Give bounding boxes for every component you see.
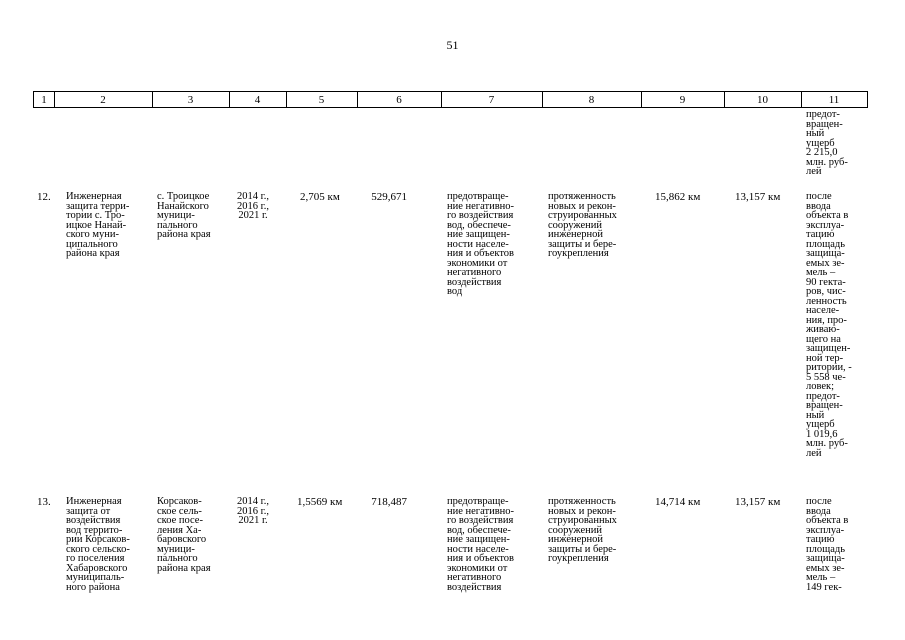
table-header-row xyxy=(33,91,868,108)
indicator-value-10: 13,157 км xyxy=(735,496,781,508)
target-indicator: протяженность новых и рекон- струированных сооружений инженерной защиты и бере- гоукрепления xyxy=(548,496,617,564)
header-cell-3: 3 xyxy=(187,94,194,106)
target-indicator: протяженность новых и рекон- струированных сооружений инженерной защиты и бере- гоукрепления xyxy=(548,191,617,259)
expected-effect: после ввода объекта в эксплуа- тацию площадь защища- емых зе- мель – 149 гек- xyxy=(806,496,849,593)
row-number: 12. xyxy=(37,191,51,203)
carryover-effect-text: предот- вращен- ный ущерб 2 215,0 млн. руб- лей xyxy=(806,109,848,177)
object-name: Инженерная защита от воздействия вод террито- рии Корсаков- ского сельско- го поселения Хабаровского муниципаль- ного района xyxy=(66,496,130,593)
header-cell-1: 1 xyxy=(41,94,47,106)
header-cell-4: 4 xyxy=(254,94,261,106)
object-goal: предотвраще- ние негативно- го воздействия вод, обеспече- ние защищен- ности населе- ния и объектов экономики от негативного воздействия вод xyxy=(447,191,515,297)
object-name: Инженерная защита терри- тории с. Тро- ицкое Нанай- ского муни- ципального района края xyxy=(66,191,130,259)
header-cell-5: 5 xyxy=(318,94,325,106)
object-cost: 718,487 xyxy=(371,496,407,508)
row-number: 13. xyxy=(37,496,51,508)
implementation-years: 2014 г., 2016 г., 2021 г. xyxy=(237,496,269,526)
implementation-years: 2014 г., 2016 г., 2021 г. xyxy=(237,191,269,221)
header-cell-11: 11 xyxy=(828,94,840,106)
object-length: 2,705 км xyxy=(300,191,340,203)
object-location: Корсаков- ское сель- ское посе- ления Ха- баровского муници- пального района края xyxy=(157,496,211,574)
object-location: с. Троицкое Нанайского муници- пального района края xyxy=(157,191,211,240)
page-number: 51 xyxy=(446,38,459,52)
object-goal: предотвраще- ние негативно- го воздействия вод, обеспече- ние защищен- ности населе- ния и объектов экономики от негативного воздействия xyxy=(447,496,515,593)
header-cell-9: 9 xyxy=(679,94,686,106)
header-cell-7: 7 xyxy=(488,94,495,106)
indicator-value-10: 13,157 км xyxy=(735,191,781,203)
indicator-value-9: 15,862 км xyxy=(655,191,701,203)
object-cost: 529,671 xyxy=(371,191,407,203)
header-cell-6: 6 xyxy=(396,94,402,106)
header-cell-2: 2 xyxy=(100,94,106,106)
header-cell-8: 8 xyxy=(588,94,595,106)
expected-effect: после ввода объекта в эксплуа- тацию площадь защища- емых зе- мель – 90 гекта- ров, чис- ленность населе- ния, про- живаю- щего на защищен- ной тер- ритории, - 5 558 че- ловек; предот- вращен- ный ущерб 1 019,6 млн. руб- лей xyxy=(806,191,852,459)
object-length: 1,5569 км xyxy=(297,496,343,508)
indicator-value-9: 14,714 км xyxy=(655,496,701,508)
header-cell-10: 10 xyxy=(757,94,768,106)
